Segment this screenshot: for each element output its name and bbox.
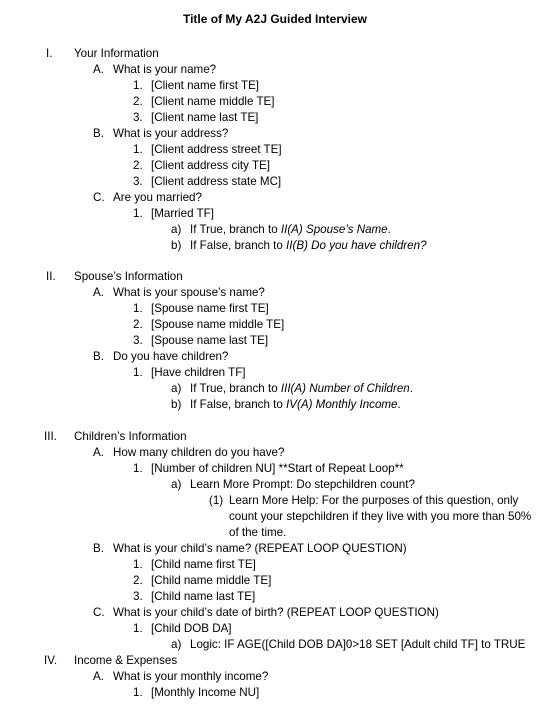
field-marker: 3. — [133, 590, 143, 603]
field-marker: 1. — [133, 558, 143, 571]
field-marker: 1. — [133, 686, 143, 699]
field-variable: [Spouse name first TE] — [151, 302, 269, 315]
question-marker: A. — [93, 63, 104, 76]
field-variable: [Spouse name middle TE] — [151, 318, 285, 331]
section-heading: Children’s Information — [74, 430, 187, 443]
branch-marker: b) — [171, 398, 182, 411]
question-text: What is your monthly income? — [113, 670, 269, 683]
question-marker: B. — [93, 350, 104, 363]
branch-rule — [190, 397, 401, 412]
branch-marker: a) — [171, 382, 182, 395]
field-variable: [Child name middle TE] — [151, 574, 272, 587]
branch-marker: b) — [171, 239, 182, 252]
field-marker: 2. — [133, 318, 143, 331]
branch-rule-text: If True, branch to — [190, 382, 281, 395]
field-marker: 1. — [133, 462, 143, 475]
field-marker: 3. — [133, 111, 143, 124]
question-text: What is your name? — [113, 63, 217, 76]
question-marker: A. — [93, 446, 104, 459]
branch-rule-end: . — [387, 223, 391, 236]
field-variable: [Client name middle TE] — [151, 95, 275, 108]
field-marker: 1. — [133, 366, 143, 379]
question-text: How many children do you have? — [113, 446, 285, 459]
question-text: Do you have children? — [113, 350, 229, 363]
help-marker: a) — [171, 478, 182, 491]
section-heading: Spouse’s Information — [74, 270, 183, 283]
field-variable: [Monthly Income NU] — [151, 686, 260, 699]
field-marker: 3. — [133, 334, 143, 347]
question-text: What is your child’s date of birth? (REPEAT LOOP QUESTION) — [113, 606, 439, 619]
field-marker: 1. — [133, 207, 143, 220]
document-title: Title of My A2J Guided Interview — [182, 12, 368, 26]
branch-rule — [190, 238, 427, 253]
question-marker: C. — [93, 191, 105, 204]
field-variable: [Client name first TE] — [151, 79, 260, 92]
branch-rule — [190, 381, 413, 396]
branch-rule-text: If False, branch to — [190, 239, 287, 252]
question-marker: A. — [93, 286, 104, 299]
question-marker: C. — [93, 606, 105, 619]
logic-marker: a) — [171, 638, 182, 651]
question-text: What is your child’s name? (REPEAT LOOP QUESTION) — [113, 542, 407, 555]
branch-rule-end: . — [409, 382, 413, 395]
field-variable: [Client name last TE] — [151, 111, 259, 124]
branch-target: II(B) Do you have children? — [286, 239, 427, 252]
learn-more-help-line: Learn More Help: For the purposes of this question, only — [229, 494, 519, 507]
branch-rule-end: . — [397, 398, 401, 411]
section-number: I. — [46, 47, 53, 60]
field-variable: [Child name last TE] — [151, 590, 256, 603]
field-variable: [Have children TF] — [151, 366, 246, 379]
field-variable: [Spouse name last TE] — [151, 334, 269, 347]
question-text: What is your spouse’s name? — [113, 286, 265, 299]
field-marker: 2. — [133, 95, 143, 108]
field-variable: [Married TF] — [151, 207, 214, 220]
question-marker: B. — [93, 542, 104, 555]
field-marker: 1. — [133, 143, 143, 156]
section-heading: Your Information — [74, 47, 159, 60]
field-marker: 3. — [133, 175, 143, 188]
field-variable: [Child name first TE] — [151, 558, 256, 571]
section-heading: Income & Expenses — [74, 654, 178, 667]
learn-more-help-line: of the time. — [229, 526, 287, 539]
branch-target: IV(A) Monthly Income — [286, 398, 398, 411]
question-marker: B. — [93, 127, 104, 140]
branch-rule-text: If True, branch to — [190, 223, 281, 236]
question-text: What is your address? — [113, 127, 229, 140]
branch-target: III(A) Number of Children — [280, 382, 410, 395]
section-number: IV. — [44, 654, 58, 667]
branch-marker: a) — [171, 223, 182, 236]
field-variable: [Client address state MC] — [151, 175, 282, 188]
section-number: II. — [46, 270, 56, 283]
section-number: III. — [44, 430, 57, 443]
branch-rule — [190, 222, 391, 237]
field-marker: 1. — [133, 302, 143, 315]
learn-more-prompt: Learn More Prompt: Do stepchildren count? — [190, 478, 415, 491]
field-variable: [Number of children NU] **Start of Repeat Loop** — [151, 462, 404, 475]
help-text-marker: (1) — [209, 494, 224, 507]
field-variable: [Child DOB DA] — [151, 622, 232, 635]
logic-rule: Logic: IF AGE([Child DOB DA]0>18 SET [Adult child TF] to TRUE — [190, 638, 526, 651]
field-marker: 1. — [133, 79, 143, 92]
field-marker: 1. — [133, 622, 143, 635]
branch-target: II(A) Spouse’s Name — [280, 223, 388, 236]
field-variable: [Client address street TE] — [151, 143, 282, 156]
field-variable: [Client address city TE] — [151, 159, 270, 172]
question-marker: A. — [93, 670, 104, 683]
question-text: Are you married? — [113, 191, 202, 204]
learn-more-help-line: count your stepchildren if they live with you more than 50% — [229, 510, 532, 523]
field-marker: 2. — [133, 574, 143, 587]
field-marker: 2. — [133, 159, 143, 172]
branch-rule-text: If False, branch to — [190, 398, 287, 411]
